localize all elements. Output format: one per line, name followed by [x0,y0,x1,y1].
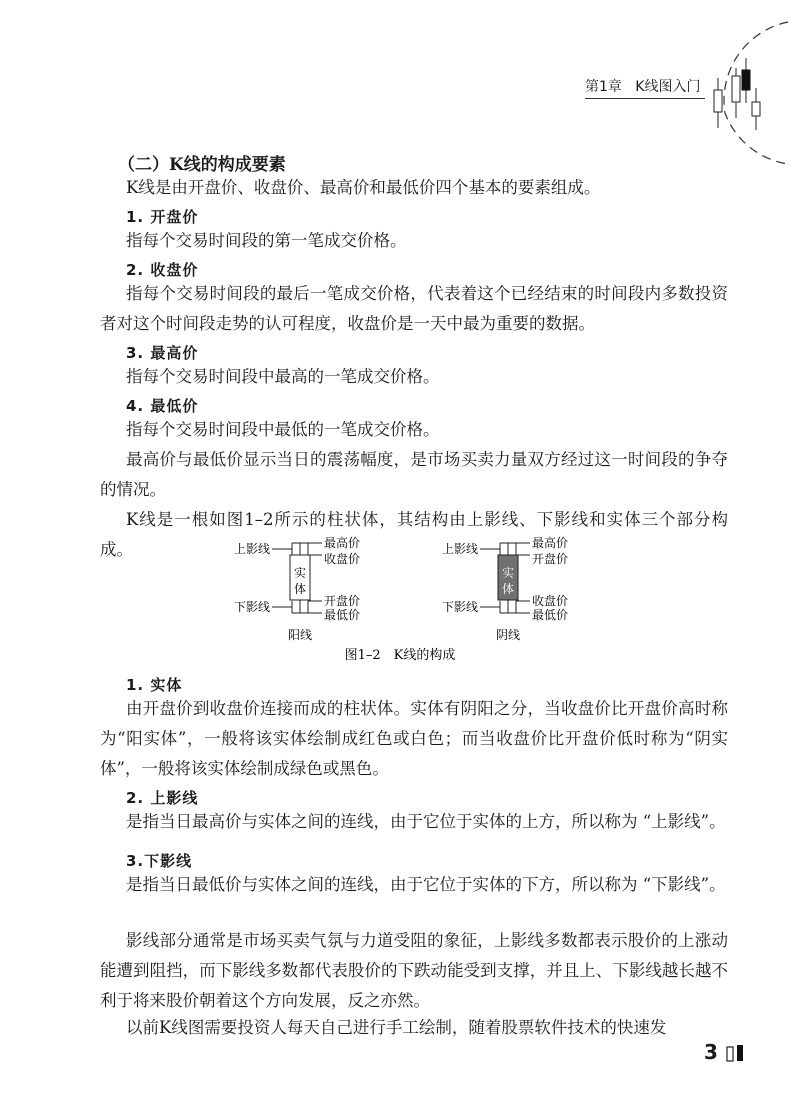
chapter-label: 第1章 [585,79,622,95]
history-paragraph: 以前K线图需要投资人每天自己进行手工绘制，随着股票软件技术的快速发 [126,1018,667,1037]
intro-paragraph: K线是由开盘价、收盘价、最高价和最低价四个基本的要素组成。 [126,178,601,197]
chapter-deco-icon [700,18,790,168]
yang-high-label: 最高价 [324,536,361,550]
element-text-close: 指每个交易时间段的最后一笔成交价格，代表着这个已经结束的时间段内多数投资者对这个时间段走势的认可程度，收盘价是一天中最为重要的数据。 [100,284,728,333]
yin-body-char1: 实 [501,566,515,580]
element-text-low: 指每个交易时间段中最低的一笔成交价格。 [126,420,440,439]
yin-bottom-label: 收盘价 [532,594,569,608]
element-heading-open: 1. 开盘价 [126,208,199,226]
part-heading-upper: 2. 上影线 [126,789,199,807]
yang-name: 阳线 [287,628,313,642]
element-heading-high: 3. 最高价 [126,344,199,362]
yang-upper-label: 上影线 [233,542,270,556]
yang-lower-label: 下影线 [233,600,270,614]
yin-candle-diagram [442,535,568,642]
shadow-paragraph: 影线部分通常是市场买卖气氛与力道受阻的象征，上影线多数都表示股价的上涨动能遭到阻挡，而下影线多数都代表股价的下跌动能受到支撑，并且上、下影线越长越不利于将来股价朝着这个方向发展，反之亦然。 [100,931,728,1010]
part-text-upper: 是指当日最高价与实体之间的连线，由于它位于实体的上方，所以称为 “上影线”。 [126,812,726,831]
section-title: （二）K线的构成要素 [118,155,286,175]
yin-name: 阴线 [495,628,521,642]
page-number [704,1040,751,1065]
structure-paragraph: K线是一根如图1–2所示的柱状体，其结构由上影线、下影线和实体三个部分构成。 [100,510,728,559]
part-text-body: 由开盘价到收盘价连接而成的柱状体。实体有阴阳之分，当收盘价比开盘价高时称为“阳实体”，一般将该实体绘制成红色或白色；而当收盘价比开盘价低时称为“阴实体”，一般将该实体绘制成绿色或黑色。 [100,699,728,778]
page-number-value: 3 [704,1040,718,1064]
yang-body-char1: 实 [293,566,307,580]
yin-low-label: 最低价 [532,608,569,622]
yin-upper-label: 上影线 [441,542,478,556]
range-paragraph: 最高价与最低价显示当日的震荡幅度，是市场买卖力量双方经过这一时间段的争夺的情况。 [100,450,728,499]
page-deco-icon [725,1043,751,1065]
element-text-open: 指每个交易时间段的第一笔成交价格。 [126,231,407,250]
yin-high-label: 最高价 [532,536,569,550]
yin-body-char2: 体 [501,582,515,596]
yang-top-label: 收盘价 [324,552,361,566]
part-heading-body: 1. 实体 [126,676,183,694]
yang-bottom-label: 开盘价 [324,594,361,608]
element-heading-close: 2. 收盘价 [126,261,199,279]
yin-top-label: 开盘价 [532,552,569,566]
yang-low-label: 最低价 [324,608,361,622]
element-heading-low: 4. 最低价 [126,397,199,415]
part-heading-lower: 3.下影线 [126,852,193,870]
header-rule [585,98,705,99]
figure-caption: 图1–2 K线的构成 [344,648,456,663]
yang-body-char2: 体 [293,582,307,596]
running-header [585,76,700,96]
part-text-lower: 是指当日最低价与实体之间的连线，由于它位于实体的下方，所以称为 “下影线”。 [126,875,726,894]
chapter-title: K线图入门 [635,79,701,95]
yang-candle-diagram [234,535,360,642]
element-text-high: 指每个交易时间段中最高的一笔成交价格。 [126,367,440,386]
yin-lower-label: 下影线 [441,600,478,614]
kline-figure [230,535,590,665]
